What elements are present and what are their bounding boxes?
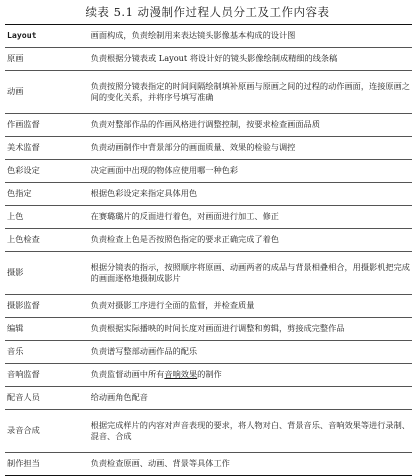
table-row xyxy=(5,48,412,71)
table-row xyxy=(5,160,412,183)
role-cell: 摄影 xyxy=(5,252,91,295)
table-row xyxy=(5,137,412,160)
role-cell: 色指定 xyxy=(5,183,91,206)
table-caption: 续表 5.1 动漫制作过程人员分工及工作内容表 xyxy=(85,5,330,19)
role-cell: 录音合成 xyxy=(5,410,91,453)
table-row xyxy=(5,410,412,453)
duty-cell: 负责谱写整部动画作品的配乐 xyxy=(91,341,412,364)
table-row xyxy=(5,183,412,206)
table-row xyxy=(5,295,412,318)
duty-cell: 决定画面中出现的物体应使用哪一种色彩 xyxy=(91,160,412,183)
table-row xyxy=(5,453,412,476)
table-row xyxy=(5,387,412,410)
role-cell: 编辑 xyxy=(5,318,91,341)
duty-text: 负责监督动画中所有 xyxy=(90,369,165,380)
table-row xyxy=(5,318,412,341)
table-row xyxy=(5,364,412,387)
duty-cell: 负责按照分镜表指定的时间间隔绘制填补原画与原画之间的过程的动作画面，连接原画之间的变化关系，并将序号填写准确 xyxy=(91,71,412,114)
role-cell: 色彩设定 xyxy=(5,160,91,183)
duty-cell: 负责检查原画、动画、背景等具体工作 xyxy=(91,453,412,476)
duty-cell: 根据完成样片的内容对声音表现的要求，将人物对白、背景音乐、音响效果等进行录制、混音、合成 xyxy=(91,410,412,453)
duty-text: 的制作 xyxy=(197,369,222,380)
role-cell: 音乐 xyxy=(5,341,91,364)
underlined-term: 音响效果 xyxy=(164,369,198,380)
role-cell: 作画监督 xyxy=(5,114,91,137)
role-cell: 动画 xyxy=(5,71,91,114)
table-row xyxy=(5,341,412,364)
duty-cell: 负责对整部作品的作画风格进行调整控制，按要求检查画面品质 xyxy=(91,114,412,137)
table-row xyxy=(5,206,412,229)
role-cell: 配音人员 xyxy=(5,387,91,410)
duty-cell: 根据色彩设定来指定具体用色 xyxy=(91,183,412,206)
duty-cell: 画面构成，负责绘制用来表达镜头影像基本构成的设计图 xyxy=(91,25,412,48)
staff-duty-table xyxy=(5,24,412,476)
role-cell: 上色检查 xyxy=(5,229,91,252)
role-cell: 美术监督 xyxy=(5,137,91,160)
role-cell: 制作担当 xyxy=(5,453,91,476)
table-row xyxy=(5,25,412,48)
role-cell: 摄影监督 xyxy=(5,295,91,318)
duty-cell: 负责根据实际播映的时间长度对画面进行调整和剪辑，剪接成完整作品 xyxy=(91,318,412,341)
duty-cell: 负责对摄影工序进行全面的监督，并检查质量 xyxy=(91,295,412,318)
table-row xyxy=(5,252,412,295)
duty-cell: 给动画角色配音 xyxy=(91,387,412,410)
role-cell: 原画 xyxy=(5,48,91,71)
table-row xyxy=(5,114,412,137)
role-cell: Layout xyxy=(5,25,91,48)
table-row xyxy=(5,71,412,114)
duty-cell: 根据分镜表的指示，按照顺序将原画、动画两者的成品与背景相叠相合，用摄影机把完成的画面逐格地摄制成影片 xyxy=(91,252,412,295)
duty-cell: 负责动画制作中背景部分的画面质量、效果的检验与调控 xyxy=(91,137,412,160)
duty-cell: 负责根据分镜表或 Layout 将设计好的镜头影像绘制成精细的线条稿 xyxy=(91,48,412,71)
role-cell: 上色 xyxy=(5,206,91,229)
duty-cell: 负责检查上色是否按照色指定的要求正确完成了着色 xyxy=(91,229,412,252)
role-cell: 音响监督 xyxy=(5,364,91,387)
duty-cell: 在赛璐璐片的反面进行着色，对画面进行加工、修正 xyxy=(91,206,412,229)
duty-cell xyxy=(91,364,412,387)
table-row xyxy=(5,229,412,252)
